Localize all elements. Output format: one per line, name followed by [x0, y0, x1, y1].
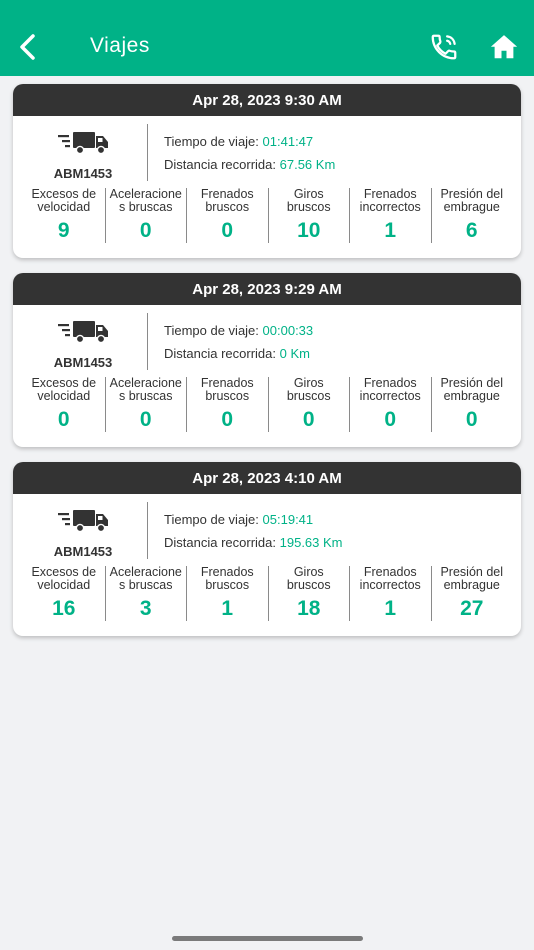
- app-header: [0, 0, 534, 76]
- page-title: Viajes: [90, 34, 150, 57]
- stat-harsh-turns: [268, 566, 350, 621]
- stat-value: 18: [297, 597, 321, 620]
- stat-value: 27: [460, 597, 484, 620]
- trip-distance: [164, 157, 335, 172]
- distance-label: Distancia recorrida:: [164, 157, 276, 172]
- duration-value: 05:19:41: [262, 512, 314, 527]
- stat-label: Frenados bruscos: [200, 188, 254, 214]
- stat-label: Excesos de velocidad: [31, 188, 97, 214]
- stat-harsh-braking: [186, 566, 268, 621]
- divider: [147, 313, 148, 370]
- vehicle-info: [13, 502, 147, 558]
- vehicle-info: [13, 313, 147, 369]
- trip-card-2[interactable]: [13, 273, 521, 447]
- stat-label: Giros bruscos: [286, 566, 331, 592]
- stat-value: 0: [221, 408, 234, 431]
- stat-label: Presión del embrague: [440, 566, 504, 592]
- stat-value: 1: [221, 597, 234, 620]
- divider: [147, 502, 148, 559]
- vehicle-plate: ABM1453: [53, 166, 113, 181]
- trip-list: [13, 84, 521, 651]
- stat-value: 1: [384, 219, 397, 242]
- stat-incorrect-braking: [349, 377, 431, 432]
- back-chevron-icon: [14, 31, 44, 63]
- trip-distance: [164, 535, 343, 550]
- stat-label: Aceleracione s bruscas: [109, 188, 182, 214]
- stat-speeding: [23, 188, 105, 243]
- trip-stats: [23, 377, 512, 432]
- vehicle-info: [13, 124, 147, 180]
- trip-distance: [164, 346, 310, 361]
- stat-label: Presión del embrague: [440, 188, 504, 214]
- stat-speeding: [23, 377, 105, 432]
- truck-icon: [58, 130, 110, 156]
- stat-value: 0: [302, 408, 315, 431]
- distance-label: Distancia recorrida:: [164, 346, 276, 361]
- divider: [147, 124, 148, 181]
- stat-harsh-turns: [268, 377, 350, 432]
- call-button[interactable]: [429, 32, 459, 62]
- duration-label: Tiempo de viaje:: [164, 512, 259, 527]
- home-icon: [489, 32, 519, 62]
- stat-harsh-acceleration: [105, 566, 187, 621]
- stat-label: Aceleracione s bruscas: [109, 377, 182, 403]
- stat-value: 10: [297, 219, 321, 242]
- trip-duration: [164, 512, 313, 527]
- stat-clutch-pressure: [431, 566, 513, 621]
- home-indicator: [172, 936, 363, 941]
- stat-label: Giros bruscos: [286, 188, 331, 214]
- stat-value: 6: [465, 219, 478, 242]
- distance-label: Distancia recorrida:: [164, 535, 276, 550]
- stat-harsh-braking: [186, 377, 268, 432]
- distance-value: 67.56 Km: [279, 157, 336, 172]
- distance-value: 195.63 Km: [279, 535, 343, 550]
- duration-value: 01:41:47: [262, 134, 314, 149]
- stat-label: Aceleracione s bruscas: [109, 566, 182, 592]
- stat-value: 0: [221, 219, 234, 242]
- trip-duration: [164, 323, 313, 338]
- stat-label: Excesos de velocidad: [31, 377, 97, 403]
- vehicle-plate: ABM1453: [53, 355, 113, 370]
- stat-label: Excesos de velocidad: [31, 566, 97, 592]
- trip-card-1[interactable]: [13, 84, 521, 258]
- stat-speeding: [23, 566, 105, 621]
- stat-label: Frenados bruscos: [200, 377, 254, 403]
- stat-clutch-pressure: [431, 377, 513, 432]
- stat-value: 16: [52, 597, 76, 620]
- stat-value: 0: [465, 408, 478, 431]
- stat-clutch-pressure: [431, 188, 513, 243]
- trip-stats: [23, 188, 512, 243]
- stat-value: 9: [57, 219, 70, 242]
- stat-value: 0: [139, 408, 152, 431]
- trip-card-3[interactable]: [13, 462, 521, 636]
- stat-incorrect-braking: [349, 566, 431, 621]
- phone-call-icon: [429, 32, 459, 62]
- stat-label: Giros bruscos: [286, 377, 331, 403]
- stat-value: 0: [57, 408, 70, 431]
- stat-label: Presión del embrague: [440, 377, 504, 403]
- stat-harsh-braking: [186, 188, 268, 243]
- trip-duration: [164, 134, 313, 149]
- vehicle-plate: ABM1453: [53, 544, 113, 559]
- stat-value: 1: [384, 597, 397, 620]
- stat-label: Frenados bruscos: [200, 566, 254, 592]
- stat-harsh-acceleration: [105, 188, 187, 243]
- stat-value: 3: [139, 597, 152, 620]
- truck-icon: [58, 319, 110, 345]
- stat-harsh-turns: [268, 188, 350, 243]
- distance-value: 0 Km: [279, 346, 310, 361]
- trip-date: Apr 28, 2023 9:29 AM: [13, 273, 521, 305]
- stat-label: Frenados incorrectos: [359, 188, 421, 214]
- trip-date: Apr 28, 2023 4:10 AM: [13, 462, 521, 494]
- trip-stats: [23, 566, 512, 621]
- stat-harsh-acceleration: [105, 377, 187, 432]
- duration-label: Tiempo de viaje:: [164, 323, 259, 338]
- stat-value: 0: [139, 219, 152, 242]
- home-button[interactable]: [489, 32, 519, 62]
- trip-date: Apr 28, 2023 9:30 AM: [13, 84, 521, 116]
- stat-incorrect-braking: [349, 188, 431, 243]
- stat-label: Frenados incorrectos: [359, 566, 421, 592]
- stat-value: 0: [384, 408, 397, 431]
- stat-label: Frenados incorrectos: [359, 377, 421, 403]
- truck-icon: [58, 508, 110, 534]
- duration-value: 00:00:33: [262, 323, 314, 338]
- duration-label: Tiempo de viaje:: [164, 134, 259, 149]
- back-button[interactable]: [14, 31, 44, 63]
